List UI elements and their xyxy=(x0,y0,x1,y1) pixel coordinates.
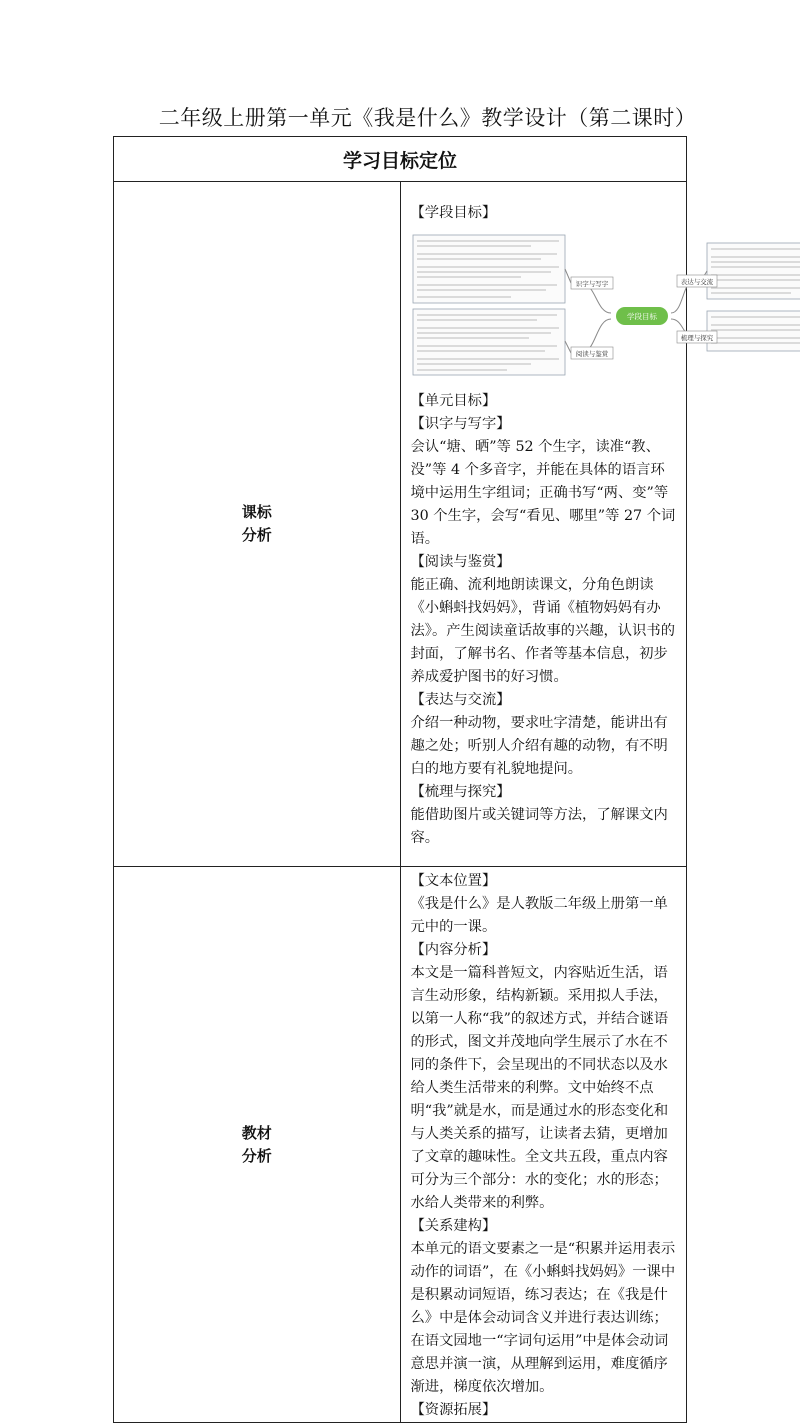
textbook-analysis-label: 教材 分析 xyxy=(114,867,401,1423)
content-text: 本文是一篇科普短文，内容贴近生活，语言生动形象，结构新颖。采用拟人手法，以第一人称“我”的叙述方式，并结合谜语的形式，图文并茂地向学生展示了水在不同的条件下，会呈现出的不同状态以及水给人类生活带来的利弊。文中始终不点明“我”就是水，而是通过水的形态变化和与人类关系的描写，让读者去猜，更增加了文章的趣味性。全文共五段，重点内容可分为三个部分：水的变化；水的形态；水给人类带来的利弊。 xyxy=(411,962,679,1215)
expression-heading: 【表达与交流】 xyxy=(411,689,679,712)
inquiry-heading: 【梳理与探究】 xyxy=(411,781,679,804)
mindmap-center-label: 学段目标 xyxy=(627,311,657,321)
reading-text: 能正确、流利地朗读课文，分角色朗读《小蝌蚪找妈妈》，背诵《植物妈妈有办法》。产生阅读童话故事的兴趣，认识书的封面，了解书名、作者等基本信息，初步养成爱护图书的好习惯。 xyxy=(411,574,679,689)
document-title: 二年级上册第一单元《我是什么》教学设计（第二课时） xyxy=(0,102,800,132)
mindmap-left-bottom-box xyxy=(413,309,565,375)
literacy-heading: 【识字与写字】 xyxy=(411,413,679,436)
textbook-analysis-content xyxy=(400,867,687,1423)
stage-goal-heading: 【学段目标】 xyxy=(411,202,679,225)
resource-heading: 【资源拓展】 xyxy=(411,1399,679,1422)
inquiry-text: 能借助图片或关键词等方法，了解课文内容。 xyxy=(411,804,679,866)
mindmap-branch-inquiry-label: 梳理与探究 xyxy=(680,333,713,342)
content-heading: 【内容分析】 xyxy=(411,939,679,962)
mindmap-branch-expression-label: 表达与交流 xyxy=(680,277,713,286)
section-header: 学习目标定位 xyxy=(114,137,687,182)
curriculum-analysis-content xyxy=(400,182,687,867)
mindmap-branch-literacy-label: 识字与写字 xyxy=(575,279,608,288)
mindmap-branch-reading-label: 阅读与鉴赏 xyxy=(575,349,608,358)
mindmap-right-top-box xyxy=(707,243,800,299)
literacy-text: 会认“塘、晒”等 52 个生字，读准“教、没”等 4 个多音字，并能在具体的语言环境中运用生字组词；正确书写“两、变”等 30 个生字，会写“看见、哪里”等 27 个词语。 xyxy=(411,436,679,551)
position-text: 《我是什么》是人教版二年级上册第一单元中的一课。 xyxy=(411,893,679,939)
lesson-design-table xyxy=(113,136,687,1423)
curriculum-analysis-row xyxy=(114,182,687,867)
expression-text: 介绍一种动物，要求吐字清楚，能讲出有趣之处；听别人介绍有趣的动物，有不明白的地方要有礼貌地提问。 xyxy=(411,712,679,781)
curriculum-analysis-label: 课标 分析 xyxy=(114,182,401,867)
stage-goal-mindmap xyxy=(411,229,800,379)
relation-text: 本单元的语文要素之一是“积累并运用表示动作的词语”，在《小蝌蚪找妈妈》一课中是积累动词短语，练习表达；在《我是什么》中是体会动词含义并进行表达训练；在语文园地一“字词句运用”中是体会动词意思并演一演，从理解到运用，难度循序渐进，梯度依次增加。 xyxy=(411,1238,679,1399)
relation-heading: 【关系建构】 xyxy=(411,1215,679,1238)
textbook-analysis-row xyxy=(114,867,687,1423)
reading-heading: 【阅读与鉴赏】 xyxy=(411,551,679,574)
position-heading: 【文本位置】 xyxy=(411,870,679,893)
mindmap-left-top-box xyxy=(413,235,565,303)
unit-goal-heading: 【单元目标】 xyxy=(411,390,679,413)
